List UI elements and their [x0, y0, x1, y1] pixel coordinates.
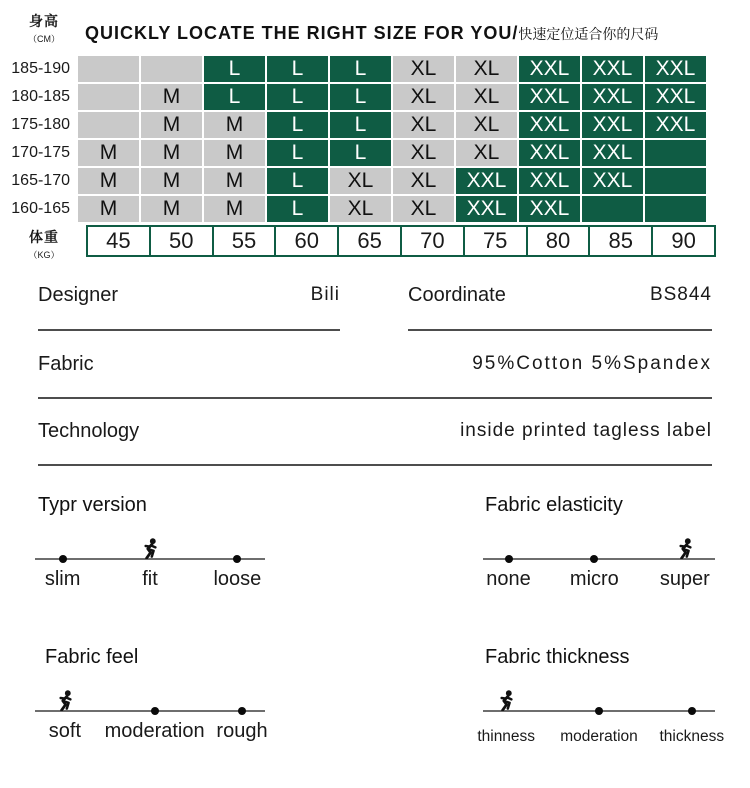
- size-cell: M: [78, 196, 139, 222]
- scale-option-label: loose: [213, 568, 262, 590]
- size-cell: L: [267, 84, 328, 110]
- size-cell: L: [330, 56, 391, 82]
- size-cell: XXL: [645, 56, 706, 82]
- size-cell: M: [204, 168, 265, 194]
- size-cell: L: [330, 140, 391, 166]
- size-cell: [645, 140, 706, 166]
- size-cell: [78, 56, 139, 82]
- size-cell: XXL: [519, 84, 580, 110]
- size-cell: XL: [330, 168, 391, 194]
- weight-cell: 80: [526, 225, 591, 257]
- size-cell: M: [78, 168, 139, 194]
- weight-cell: 65: [337, 225, 402, 257]
- scale-dot: [59, 555, 67, 563]
- size-cell: [645, 168, 706, 194]
- size-row: [8, 168, 708, 194]
- size-cell: XL: [456, 56, 517, 82]
- runner-marker-icon: [57, 690, 73, 711]
- chart-title: [85, 23, 658, 44]
- scale-title: Typr version: [38, 494, 147, 516]
- size-cell: XL: [393, 140, 454, 166]
- size-cell: L: [267, 196, 328, 222]
- size-cell: XXL: [519, 140, 580, 166]
- weight-cell: 90: [651, 225, 716, 257]
- size-row: [8, 196, 708, 222]
- spec-value: inside printed tagless label: [460, 420, 712, 441]
- scale-fabric-thickness: [477, 646, 725, 761]
- scale-option-label: thickness: [659, 728, 725, 745]
- scale-option-label: slim: [44, 568, 81, 590]
- spec-row-fabric: [38, 353, 712, 399]
- height-axis-text: 身高: [29, 13, 59, 29]
- size-cell: M: [204, 196, 265, 222]
- size-cell: L: [330, 112, 391, 138]
- height-range-label: 180-185: [11, 88, 70, 105]
- scale-fabric-elasticity: [483, 494, 715, 604]
- scale-option-label: micro: [569, 568, 619, 590]
- weight-cell: 50: [149, 225, 214, 257]
- spec-label: Coordinate: [408, 284, 506, 306]
- scale-dot: [505, 555, 513, 563]
- size-cell: XL: [393, 84, 454, 110]
- chart-title-zh: 快速定位适合你的尺码: [518, 26, 659, 42]
- scale-title: Fabric feel: [45, 646, 139, 668]
- runner-marker-icon: [142, 538, 158, 559]
- size-cell: XXL: [582, 168, 643, 194]
- size-row: [8, 140, 708, 166]
- size-cell: XL: [393, 168, 454, 194]
- weight-cell: 70: [400, 225, 465, 257]
- weight-cell: 85: [588, 225, 653, 257]
- spec-label: Technology: [38, 420, 140, 442]
- size-cell: XXL: [645, 84, 706, 110]
- size-cell: L: [267, 56, 328, 82]
- size-cell: M: [141, 84, 202, 110]
- spec-label: Designer: [38, 284, 119, 306]
- size-cell: L: [267, 168, 328, 194]
- spec-row-coordinate: [408, 284, 712, 331]
- size-cell: XL: [456, 140, 517, 166]
- chart-title-en: QUICKLY LOCATE THE RIGHT SIZE FOR YOU/: [85, 23, 519, 43]
- size-cell: M: [204, 112, 265, 138]
- weight-cell: 60: [274, 225, 339, 257]
- scale-option-label: super: [659, 568, 710, 590]
- size-cell: L: [330, 84, 391, 110]
- spec-row-technology: [38, 420, 712, 466]
- spec-value: Bili: [310, 284, 340, 305]
- spec-label: Fabric: [38, 353, 94, 375]
- scale-typr-version: [35, 494, 265, 604]
- size-cell: M: [141, 140, 202, 166]
- size-cell: L: [204, 56, 265, 82]
- height-range-label: 170-175: [11, 144, 70, 161]
- size-cell: L: [267, 140, 328, 166]
- size-cell: XL: [393, 56, 454, 82]
- size-cell: XXL: [456, 196, 517, 222]
- size-row: [8, 112, 708, 138]
- scale-dot: [238, 707, 246, 715]
- size-cell: XXL: [582, 140, 643, 166]
- runner-marker-icon: [677, 538, 693, 559]
- size-cell: [78, 112, 139, 138]
- size-cell: XXL: [645, 112, 706, 138]
- size-cell: [582, 196, 643, 222]
- size-cell: L: [267, 112, 328, 138]
- size-cell: L: [204, 84, 265, 110]
- size-cell: [141, 56, 202, 82]
- spec-row-designer: [38, 284, 340, 331]
- size-cell: [78, 84, 139, 110]
- size-cell: XXL: [582, 56, 643, 82]
- runner-marker-icon: [498, 690, 514, 711]
- size-cell: XXL: [519, 168, 580, 194]
- size-cell: XXL: [582, 112, 643, 138]
- scale-option-label: thinness: [477, 728, 536, 745]
- size-cell: XXL: [519, 112, 580, 138]
- size-cell: XL: [330, 196, 391, 222]
- weight-axis-label: [14, 227, 74, 261]
- scale-title: Fabric thickness: [485, 646, 630, 668]
- scale-title: Fabric elasticity: [485, 494, 623, 516]
- size-row: [8, 56, 708, 82]
- size-cell: XXL: [519, 56, 580, 82]
- scale-dot: [595, 707, 603, 715]
- size-matrix: [8, 56, 708, 224]
- size-cell: XXL: [456, 168, 517, 194]
- size-cell: M: [141, 196, 202, 222]
- size-cell: XL: [393, 196, 454, 222]
- spec-value: 95%Cotton 5%Spandex: [472, 353, 712, 374]
- size-cell: XL: [456, 84, 517, 110]
- spec-value: BS844: [649, 284, 712, 305]
- size-cell: XXL: [519, 196, 580, 222]
- scale-dot: [151, 707, 159, 715]
- scale-option-label: rough: [216, 720, 268, 742]
- height-range-label: 160-165: [11, 200, 70, 217]
- size-row: [8, 84, 708, 110]
- size-cell: M: [204, 140, 265, 166]
- scale-dot: [688, 707, 696, 715]
- size-cell: XL: [393, 112, 454, 138]
- weight-cell: 55: [212, 225, 277, 257]
- weight-tick-row: [86, 225, 716, 257]
- scale-option-label: moderation: [560, 728, 638, 745]
- size-cell: M: [141, 168, 202, 194]
- height-range-label: 165-170: [11, 172, 70, 189]
- weight-axis-unit: （KG）: [28, 250, 60, 260]
- height-axis-label: [14, 11, 74, 45]
- size-cell: XXL: [582, 84, 643, 110]
- scale-option-label: moderation: [104, 720, 205, 742]
- scale-option-label: none: [486, 568, 531, 590]
- size-cell: XL: [456, 112, 517, 138]
- height-range-label: 185-190: [11, 60, 70, 77]
- weight-cell: 45: [86, 225, 151, 257]
- scale-dot: [590, 555, 598, 563]
- scale-fabric-feel: [35, 646, 268, 761]
- height-range-label: 175-180: [11, 116, 70, 133]
- scale-option-label: fit: [142, 568, 158, 590]
- weight-axis-text: 体重: [29, 229, 59, 245]
- size-cell: [645, 196, 706, 222]
- scale-dot: [233, 555, 241, 563]
- size-cell: M: [141, 112, 202, 138]
- size-cell: M: [78, 140, 139, 166]
- scale-option-label: soft: [48, 720, 82, 742]
- height-axis-unit: （CM）: [28, 34, 60, 44]
- weight-cell: 75: [463, 225, 528, 257]
